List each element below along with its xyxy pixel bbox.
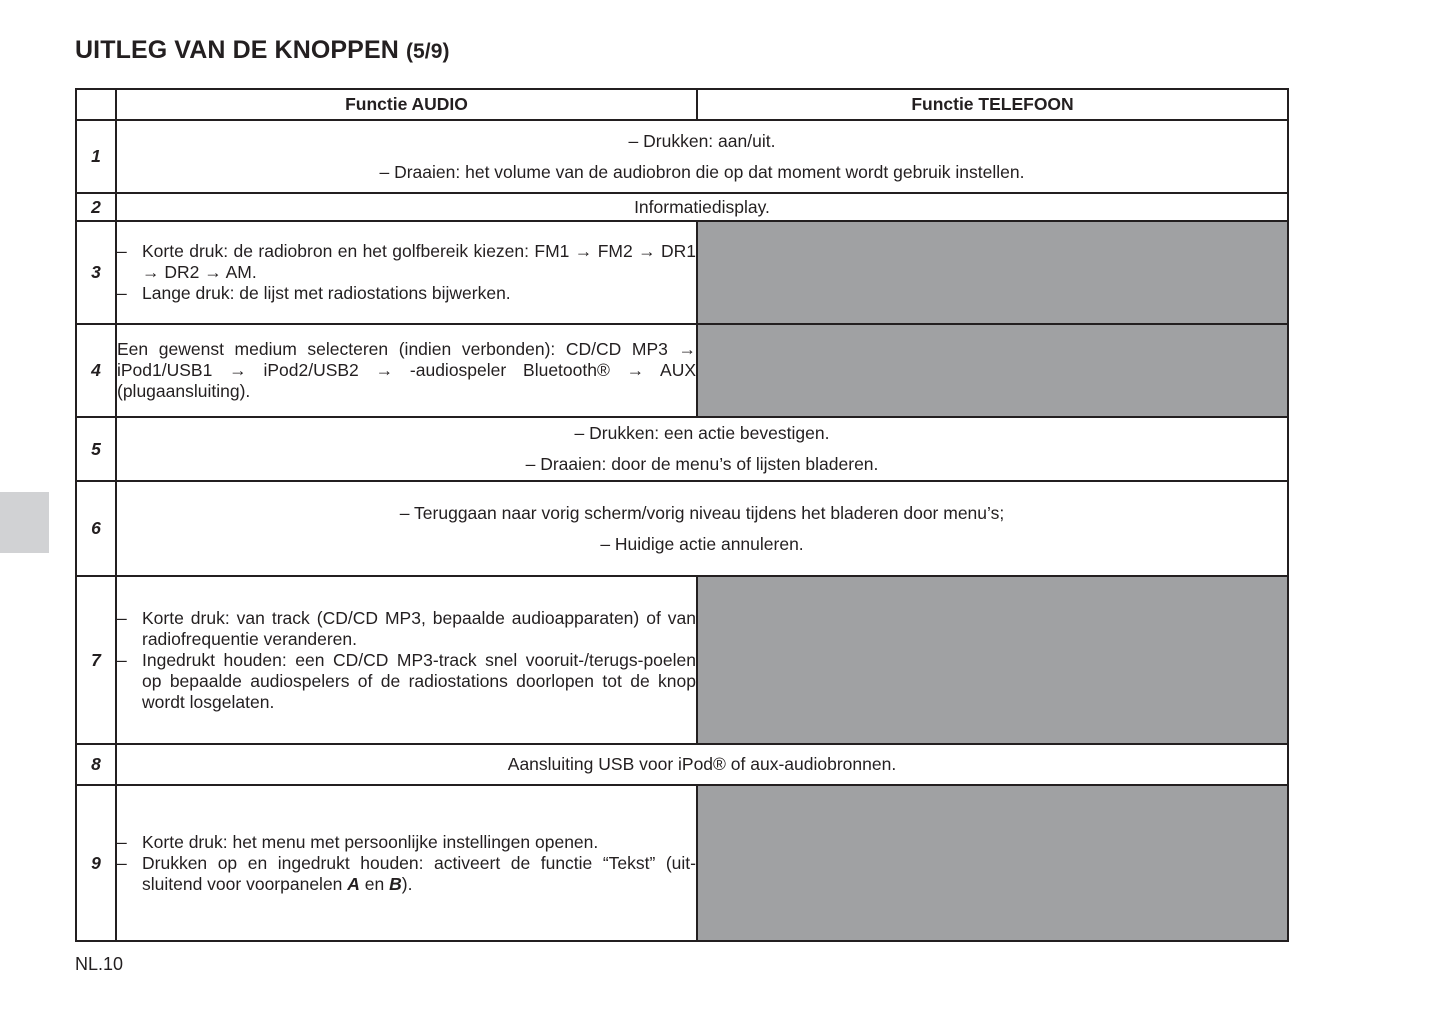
- audio-description: [116, 785, 697, 941]
- page-title-text: UITLEG VAN DE KNOPPEN: [75, 36, 399, 64]
- list-item: – Korte druk: de radiobron en het golfbereik kiezen: FM1 → FM2 → DR1 → DR2 → AM.: [117, 241, 696, 283]
- row-number: 4: [76, 324, 116, 417]
- description-text: Een gewenst medium selecteren (indien verbonden): CD/CD MP3 → iPod1/USB1 → iPod2/USB2 → -audiospeler Bluetooth® → AUX (plugaansluiting).: [117, 339, 696, 401]
- table-header-row: [76, 89, 1288, 120]
- row-number: 8: [76, 744, 116, 785]
- row-number: 1: [76, 120, 116, 193]
- row-line: – Draaien: door de menu’s of lijsten bladeren.: [525, 454, 879, 474]
- header-audio: Functie AUDIO: [116, 89, 697, 120]
- row-description: [116, 417, 1288, 481]
- table-row: [76, 744, 1288, 785]
- phone-cell-empty: [697, 221, 1288, 324]
- page-number: NL.10: [75, 954, 124, 974]
- row-description: [116, 120, 1288, 193]
- row-line: – Huidige actie annuleren.: [600, 533, 804, 554]
- phone-cell-empty: [697, 576, 1288, 744]
- list-item: – Ingedrukt houden: een CD/CD MP3-track snel vooruit-/terugs-poelen op bepaalde audiospelers of de radiostations doorlopen tot de knop wordt losgelaten.: [117, 650, 696, 713]
- list-item: – Korte druk: het menu met persoonlijke instellingen openen.: [117, 832, 696, 853]
- row-number: 3: [76, 221, 116, 324]
- table-row: [76, 417, 1288, 481]
- row-line: – Teruggaan naar vorig scherm/vorig niveau tijdens het bladeren door menu’s;: [399, 502, 1005, 523]
- panel-label-b: B: [389, 873, 402, 894]
- phone-cell-empty: [697, 785, 1288, 941]
- list-item: – Lange druk: de lijst met radiostations bijwerken.: [117, 283, 696, 304]
- text-fragment: Drukken op en ingedrukt houden: activeert de functie “Tekst” (uit-sluitend voor voorpanelen: [142, 852, 696, 894]
- phone-cell-empty: [697, 324, 1288, 417]
- audio-description: [116, 576, 697, 744]
- table-row: [76, 120, 1288, 193]
- row-number: 9: [76, 785, 116, 941]
- table-row: [76, 221, 1288, 324]
- row-number: 7: [76, 576, 116, 744]
- buttons-table: [75, 88, 1289, 942]
- audio-description: [116, 324, 697, 417]
- table-row: [76, 576, 1288, 744]
- row-description: [116, 744, 1288, 785]
- text-fragment: ).: [401, 873, 413, 894]
- row-line: – Draaien: het volume van de audiobron die op dat moment wordt gebruik instellen.: [379, 161, 1025, 182]
- table-row: [76, 324, 1288, 417]
- panel-label-a: A: [347, 873, 360, 894]
- row-line: Aansluiting USB voor iPod® of aux-audiobronnen.: [507, 754, 897, 774]
- row-number: 2: [76, 193, 116, 221]
- table-row: [76, 785, 1288, 941]
- page-title-part-indicator: (5/9): [405, 40, 450, 63]
- list-item: [117, 853, 696, 895]
- table-row: [76, 193, 1288, 221]
- row-number: 5: [76, 417, 116, 481]
- section-tab-marker: [0, 492, 49, 553]
- row-number: 6: [76, 481, 116, 576]
- row-description: [116, 481, 1288, 576]
- table-row: [76, 481, 1288, 576]
- header-num: [76, 89, 116, 120]
- header-phone: Functie TELEFOON: [697, 89, 1288, 120]
- row-description: [116, 193, 1288, 221]
- row-line: Informatiedisplay.: [634, 197, 770, 217]
- row-line: – Drukken: aan/uit.: [628, 130, 776, 151]
- list-item: – Korte druk: van track (CD/CD MP3, bepaalde audioapparaten) of van radiofrequentie veranderen.: [117, 608, 696, 650]
- audio-description: [116, 221, 697, 324]
- row-line: – Drukken: een actie bevestigen.: [574, 423, 830, 443]
- text-fragment: en: [359, 873, 390, 894]
- page-title: [75, 36, 450, 65]
